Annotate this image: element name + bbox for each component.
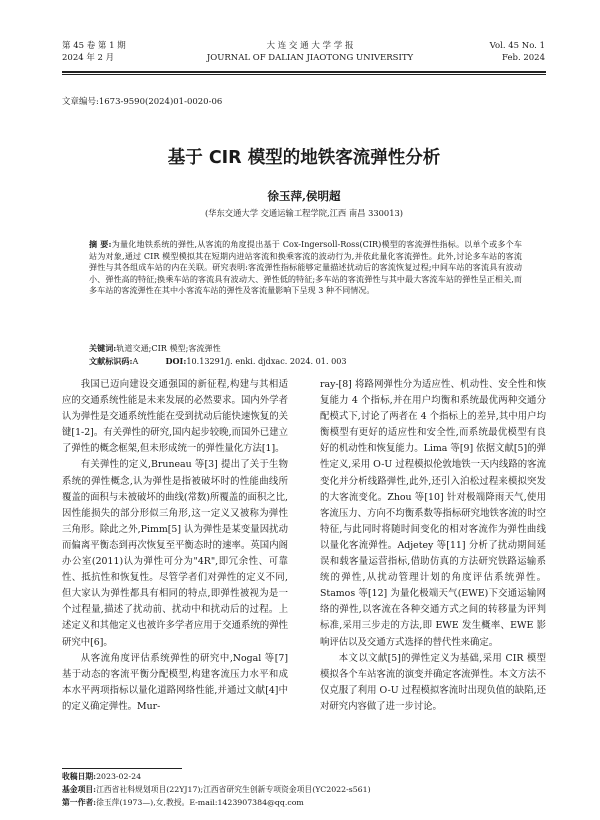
header-rule-thin bbox=[62, 74, 546, 75]
affiliation: (华东交通大学 交通运输工程学院,江西 南昌 330013) bbox=[204, 208, 404, 218]
paragraph: 从客流角度评估系统弹性的研究中,Nogal 等[7] 基于动态的客流平衡分配模型,构建客流压力水平和成本水平两项指标以量化道路网络性能,并通过文献[4]中的定义确定弹性。Mur- bbox=[62, 652, 288, 712]
received-label: 收稿日期: bbox=[62, 772, 97, 781]
paragraph: ray-[8] 将路网弹性分为适应性、机动性、安全性和恢复能力 4 个指标,并在用户均衡和系统最优两种交通分配模式下,讨论了两者在 4 个指标上的差异,其中用户均衡模型有更好的适应性和安全性,而系统最优模型有良好的机动性和恢复能力。Lima 等[9] 依据文献[5]的弹性定义,采用 O-U 过程模拟伦敦地铁一天内线路的客流变化并分析线路弹性,此外,还引入泊松过程来模拟突发的大客流变化。Zhou 等[10] 针对极端降雨天气,使用客流压力、方向不均衡系数等指标研究地铁客流的时空特征,与此同时将随时间变化的相对客流作为弹性曲线以量化客流弹性。Adjetey 等[11] 分析了扰动期间延误和载客量运营指标,借助仿真的方法研究铁路运输系统的弹性,从扰动管理计划的角度评估系统弹性。Stamos 等[12] 为量化极端天气(EWE)下交通运输网络的弹性,以客流在各种交通方式之间的转移量为评判标准,采用三步走的方法,即 EWE 发生概率、EWE 影响评估以及交通方式选择的替代性来确定。 bbox=[320, 379, 546, 648]
paragraph: 本文以文献[5]的弹性定义为基础,采用 CIR 模型模拟各个车站客流的演变并确定客流弹性。本文方法不仅克服了利用 O-U 过程模拟客流时出现负值的缺陷,还对研究内容做了进一步讨论。 bbox=[320, 652, 546, 712]
fund-label: 基金项目: bbox=[62, 785, 97, 794]
abstract bbox=[89, 239, 522, 297]
paragraph: 我国已迈向建设交通强国的新征程,构建与其相适应的交通系统性能是未来发展的必然要求。国内外学者认为弹性是交通系统性能在受到扰动后能快速恢复的关键[1-2]。有关弹性的研究,国内起步较晚,而国外已建立了弹性的概念框架,但未形成统一的弹性量化方法[1]。 bbox=[62, 379, 288, 455]
running-header-right bbox=[470, 40, 545, 64]
footnote-received bbox=[62, 771, 546, 784]
journal-name-cn: 大 连 交 通 大 学 学 报 bbox=[266, 41, 354, 51]
authors: 徐玉萍,侯明超 bbox=[267, 189, 341, 203]
header-rule bbox=[62, 71, 546, 73]
body-column-left bbox=[62, 377, 288, 715]
author-label: 第一作者: bbox=[62, 798, 97, 807]
paragraph: 有关弹性的定义,Bruneau 等[3] 提出了关于生物系统的弹性概念,认为弹性是指被破坏时的性能曲线所覆盖的面积与未被破坏的曲线(常数)所覆盖的面积之比,因性能损失的部分形似三角形,这一定义又被称为弹性三角形。除此之外,Pimm[5] 认为弹性是某变量因扰动而偏离平衡态到再次恢复至平衡态时的速率。英国内阁办公室(2011)认为弹性可分为"4R",即冗余性、可靠性、抵抗性和恢复性。尽管学者们对弹性的定义不同,但大家认为弹性都具有相同的特点,即弹性被视为是一个过程量,描述了扰动前、扰动中和扰动后的过程。上述定义和其他定义也被许多学者应用于交通系统的弹性研究中[6]。 bbox=[62, 459, 288, 648]
article-number: 文章编号:1673-9590(2024)01-0020-06 bbox=[62, 97, 223, 107]
doi: 10.13291/j. enki. djdxac. 2024. 01. 003 bbox=[186, 356, 347, 366]
fund-text: 江西省社科规划项目(22YJ17);江西省研究生创新专项资金项目(YC2022-s561) bbox=[96, 785, 371, 794]
running-header-center bbox=[190, 40, 430, 64]
author-text: 徐玉萍(1973—),女,教授。E-mail:1423907384@qq.com bbox=[96, 798, 304, 807]
keywords-label: 关键词: bbox=[89, 343, 117, 353]
footnote-rule bbox=[62, 768, 182, 769]
body-column-right bbox=[320, 377, 546, 715]
keywords bbox=[89, 343, 522, 354]
footnote-author bbox=[62, 797, 546, 810]
classification-code: A bbox=[132, 356, 139, 366]
classification-line bbox=[89, 356, 522, 367]
volume-issue: 第 45 卷 第 1 期 bbox=[62, 41, 126, 51]
issue-date-en: Feb. 2024 bbox=[502, 53, 545, 63]
keywords-text: 轨道交通;CIR 模型;客流弹性 bbox=[116, 343, 221, 353]
doi-label: DOI: bbox=[165, 356, 187, 366]
abstract-text: 为量化地铁系统的弹性,从客流的角度提出基于 Cox-Ingersoll-Ross(CIR)模型的客流弹性指标。以单个或多个车站为对象,通过 CIR 模型模拟其在短期内进站客流和换乘客流的波动行为,并依此量化客流弹性。此外,讨论多车站的客流弹性与其各组成车站的内在关联。研究表明:客流弹性指标能够定量描述扰动后的客流恢复过程;中间车站的客流具有波动小、弹性高的特征;换乘车站的客流具有波动大、弹性低的特征;多车站的客流弹性与其中最大客流车站的弹性呈正相关,而多车站的客流弹性在其中小客流车站的弹性及客流量影响下呈现 3 种不同情况。 bbox=[89, 239, 522, 296]
footnote-fund bbox=[62, 784, 546, 797]
abstract-label: 摘 要: bbox=[89, 239, 112, 249]
received-date: 2023-02-24 bbox=[96, 772, 142, 781]
classification-label: 文献标识码: bbox=[89, 356, 133, 366]
volume-issue-en: Vol. 45 No. 1 bbox=[489, 41, 545, 51]
issue-date-cn: 2024 年 2 月 bbox=[62, 53, 115, 63]
paper-title: 基于 CIR 模型的地铁客流弹性分析 bbox=[167, 148, 441, 168]
journal-name-en: JOURNAL OF DALIAN JIAOTONG UNIVERSITY bbox=[206, 53, 414, 63]
